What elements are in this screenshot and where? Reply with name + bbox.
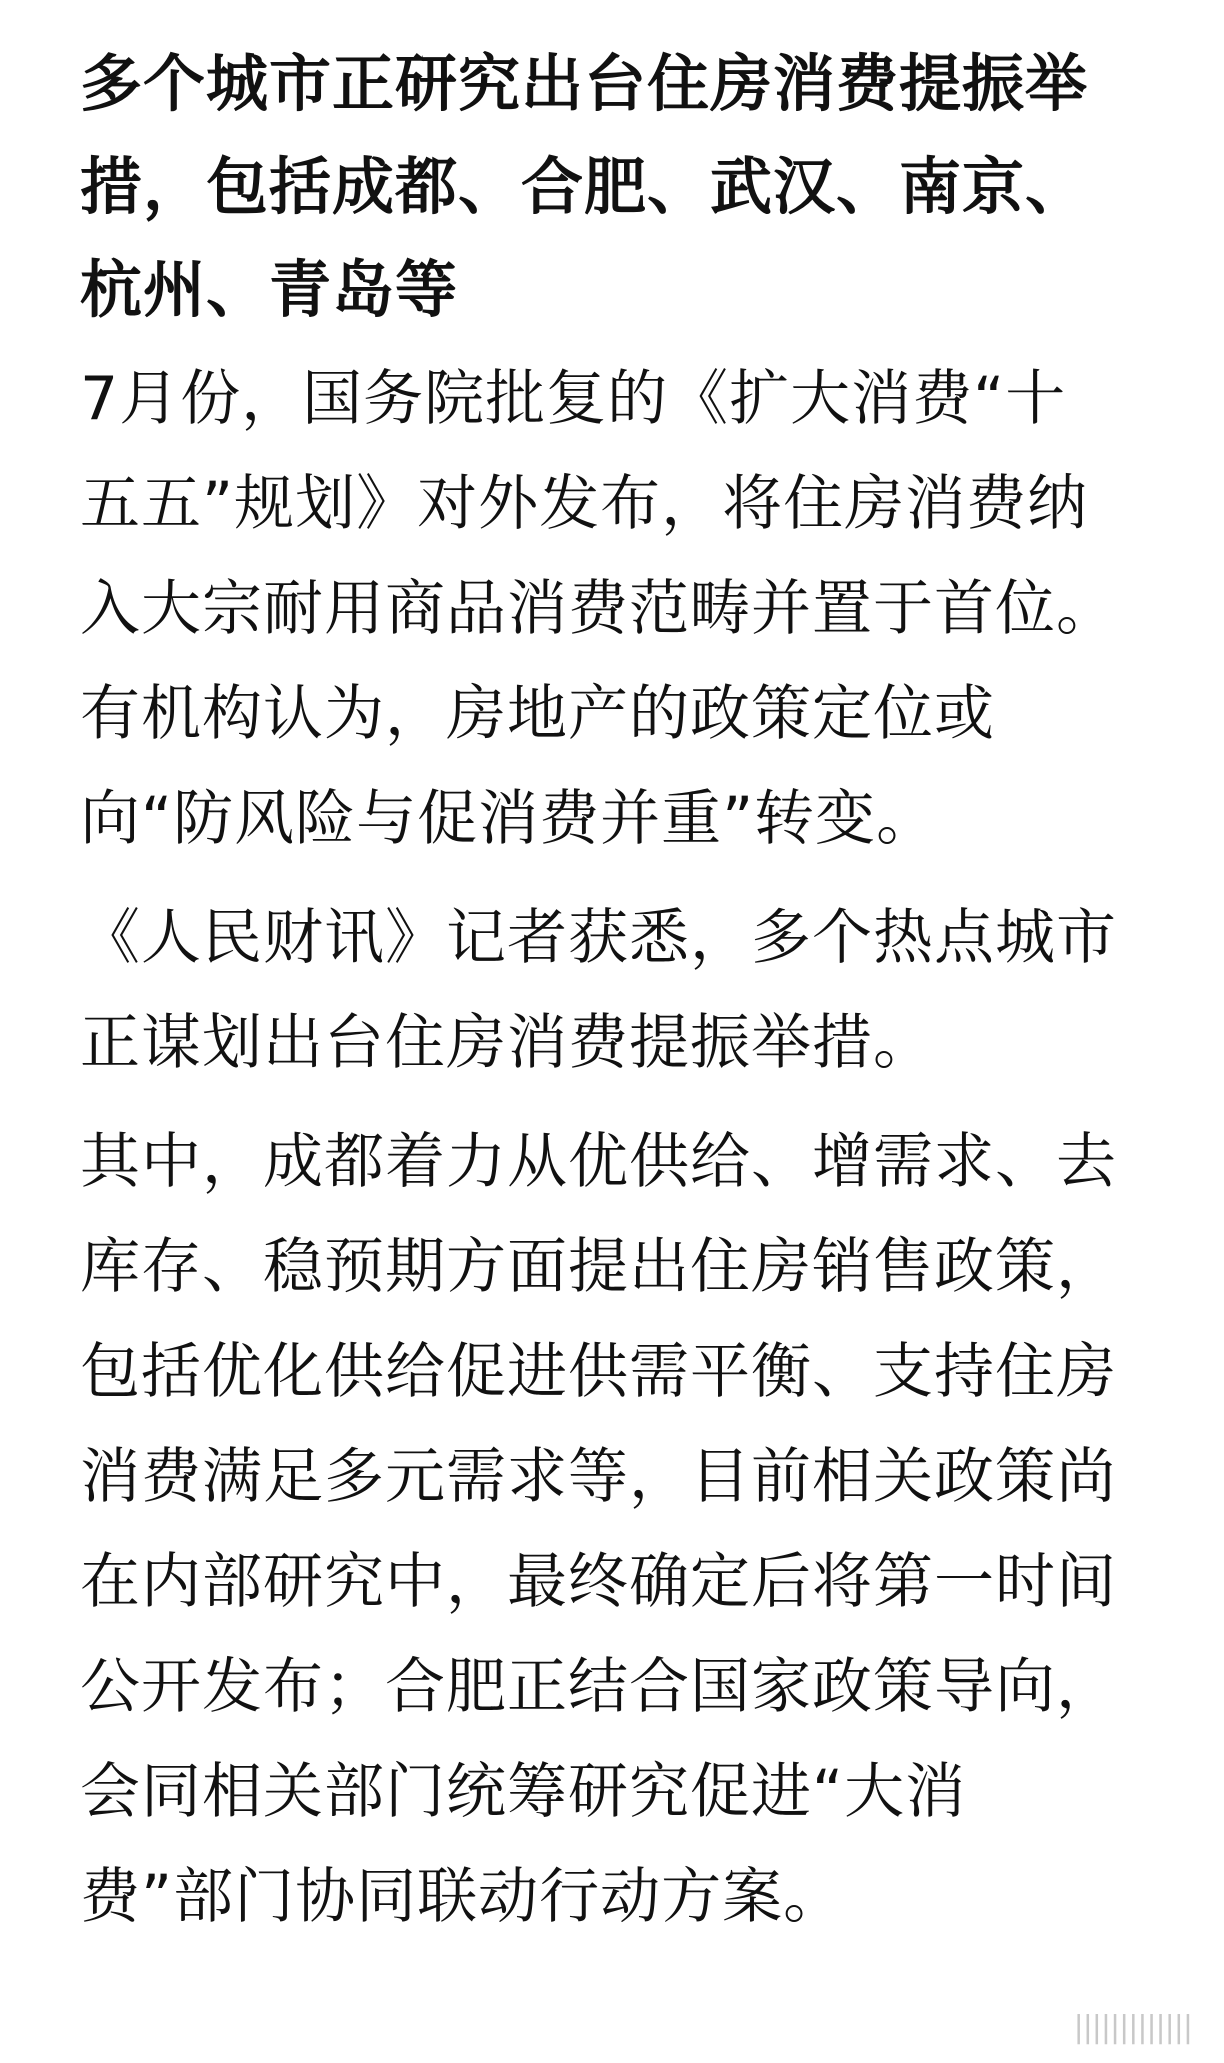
article [80, 32, 1120, 1950]
watermark-pattern: ||||||||||||| [1073, 2010, 1192, 2045]
article-paragraph-3: 其中，成都着力从优供给、增需求、去库存、稳预期方面提出住房销售政策，包括优化供给促进供需平衡、支持住房消费满足多元需求等，目前相关政策尚在内部研究中，最终确定后将第一时间公开发布；合肥正结合国家政策导向，会同相关部门统筹研究促进“大消费”部门协同联动行动方案。 [80, 1127, 1117, 1932]
article-paragraph-1: 7月份，国务院批复的《扩大消费“十五五”规划》对外发布，将住房消费纳入大宗耐用商品消费范畴并置于首位。有机构认为，房地产的政策定位或向“防风险与促消费并重”转变。 [80, 364, 1117, 854]
article-title: 多个城市正研究出台住房消费提振举措，包括成都、合肥、武汉、南京、杭州、青岛等 [80, 47, 1089, 326]
article-paragraph-2: 《人民财讯》记者获悉，多个热点城市正谋划出台住房消费提振举措。 [80, 903, 1117, 1078]
